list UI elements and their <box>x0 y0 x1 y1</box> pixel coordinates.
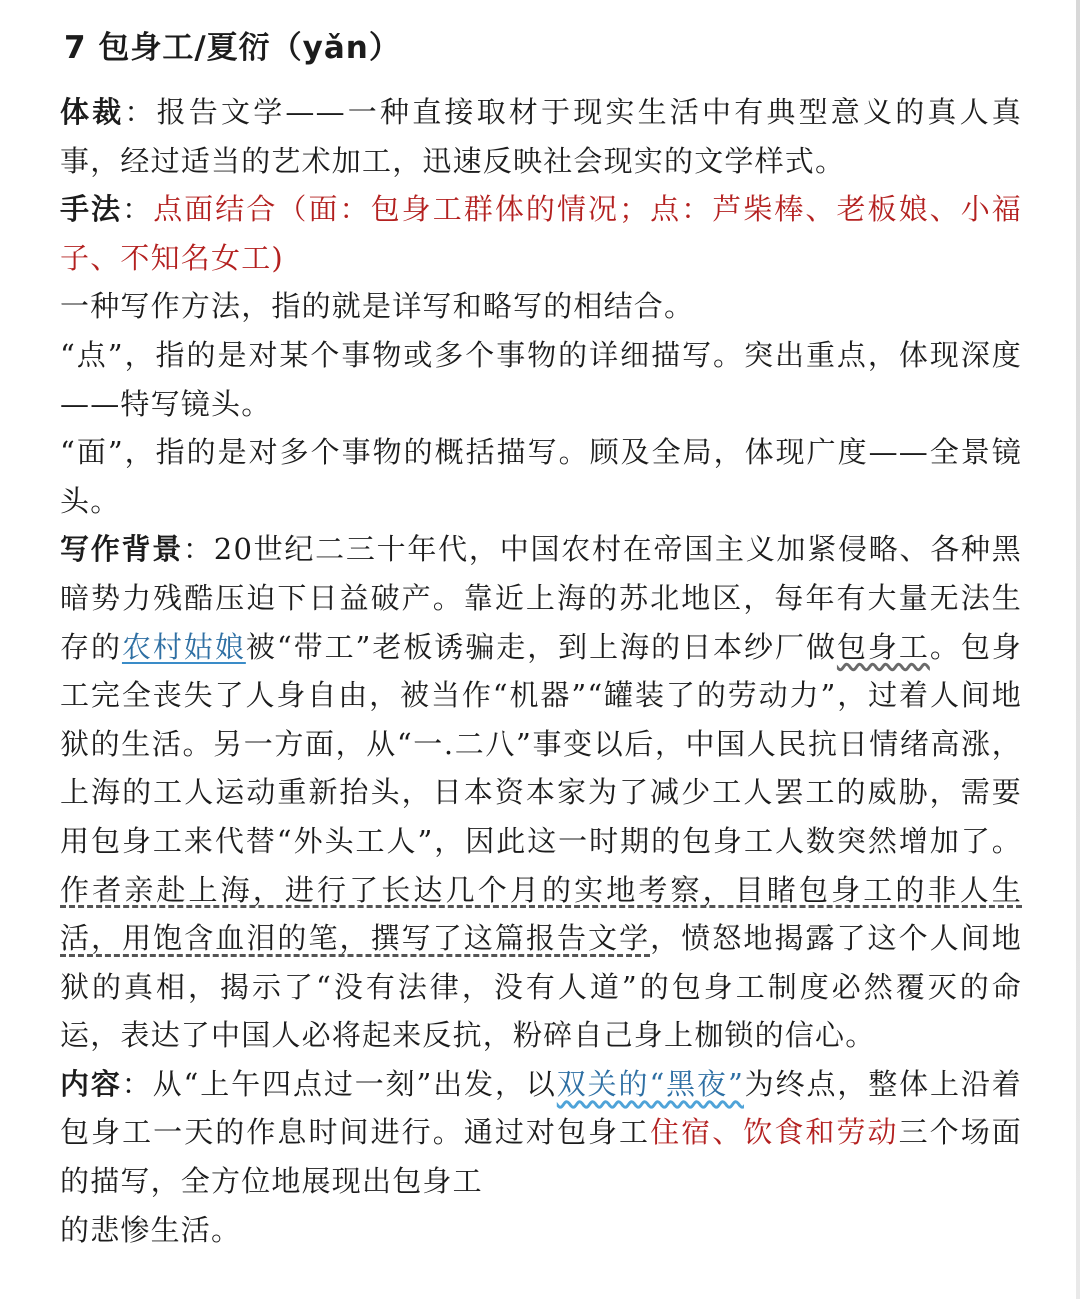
explain-line-1: 一种写作方法，指的就是详写和略写的相结合。 <box>60 289 695 324</box>
background-text-2: 被“带工”老板诱骗走，到上海的日本纱厂做 <box>245 629 837 664</box>
technique-detail: 点面结合（面：包身工群体的情况；点：芦柴棒、老板娘、小福子、不知名女工) <box>60 192 1022 275</box>
content-text-1: ：从“上午四点过一刻”出发，以 <box>121 1066 557 1101</box>
background-dashed-sentence: 作者亲赴上海，进行了长达几个月的实地考察，目睹包身工的非人生活，用饱含血泪的笔，撰写了这篇报告文学 <box>60 872 1022 956</box>
background-paragraph <box>60 525 1022 1060</box>
content-paragraph <box>60 1060 1022 1254</box>
explain-line-3: “面”，指的是对多个事物的概括描写。顾及全局，体现广度——全景镜头。 <box>60 435 1022 518</box>
background-text-3: 。包身工完全丧失了人身自由，被当作“机器”“罐装了的劳动力”，过着人间地狱的生活。另一方面，从“一.二八”事变以后，中国人民抗日情绪高涨，上海的工人运动重新抬头，日本资本家为了减少工人罢工的威胁，需要用包身工来代替“外头工人”，因此这一时期的包身工人数突然增加了。 <box>60 629 1022 858</box>
genre-paragraph <box>60 88 1022 185</box>
technique-label: 手法 <box>60 192 123 227</box>
content-text-4: 的悲惨生活。 <box>60 1212 242 1247</box>
background-highlight-term: 农村姑娘 <box>121 629 246 664</box>
genre-text: ：报告文学——一种直接取材于现实生活中有典型意义的真人真事，经过适当的艺术加工，迅速反映社会现实的文学样式。 <box>60 95 1022 178</box>
content-highlight-term: 双关的“黑夜” <box>556 1066 744 1101</box>
page-edge <box>1076 0 1080 1299</box>
explain-line-2: “点”，指的是对某个事物或多个事物的详细描写。突出重点，体现深度——特写镜头。 <box>60 337 1022 421</box>
background-text-4: ，愤怒地揭露了这个人间地狱的真相，揭示了“没有法律，没有人道”的包身工制度必然覆灭的命运，表达了中国人必将起来反抗，粉碎自己身上枷锁的信心。 <box>60 921 1022 1053</box>
genre-label: 体裁 <box>60 95 125 129</box>
content-text-3: 三个场面的描写，全方位地展现出包身工 <box>60 1115 1022 1199</box>
background-label: 写作背景 <box>60 532 184 567</box>
content-label: 内容 <box>60 1066 122 1101</box>
technique-paragraph <box>60 185 1022 282</box>
content-red-term: 住宿、饮食和劳动 <box>650 1115 899 1150</box>
background-wavy-term: 包身工 <box>836 629 930 664</box>
technique-colon: ： <box>122 192 154 227</box>
study-notes <box>60 26 1022 1254</box>
lesson-title: 7 包身工/夏衍（yǎn） <box>64 30 401 66</box>
background-text-1: ：20世纪二三十年代，中国农村在帝国主义加紧侵略、各种黑暗势力残酷压迫下日益破产。靠近上海的苏北地区，每年有大量无法生存的 <box>60 532 1022 664</box>
content-text-2: 为终点，整体上沿着包身工一天的作息时间进行。通过对包身工 <box>60 1066 1022 1150</box>
